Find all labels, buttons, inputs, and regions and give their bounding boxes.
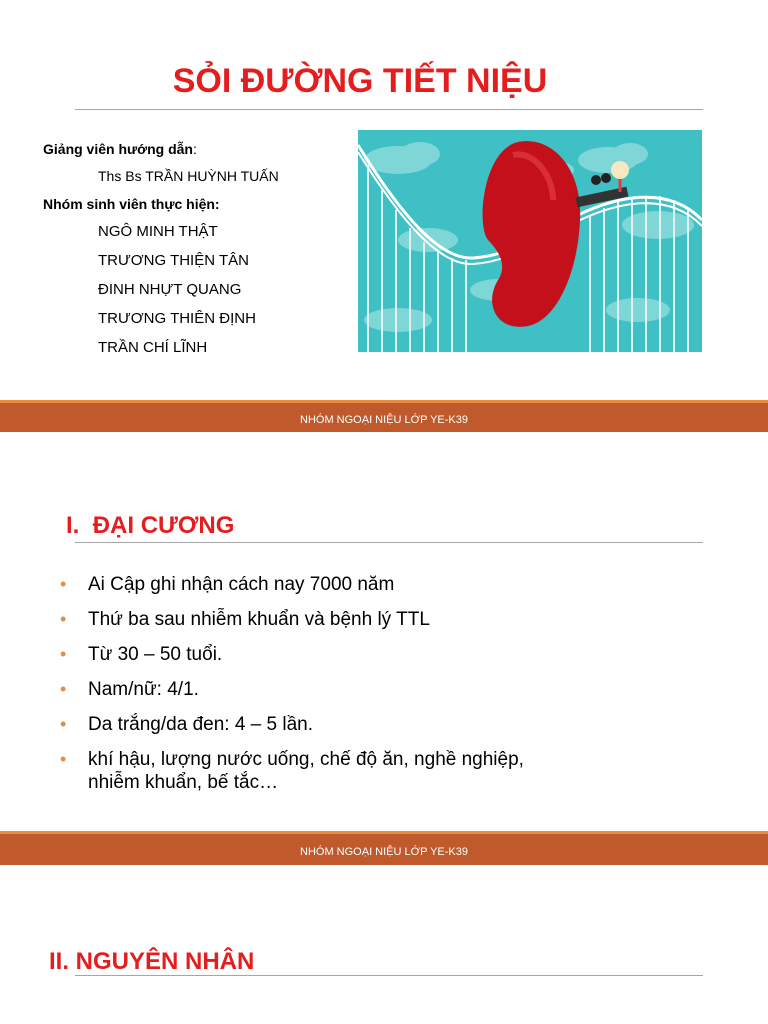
title-divider (75, 109, 703, 110)
instructor-label-text: Giảng viên hướng dẫn (43, 141, 193, 157)
section-number: I. (66, 512, 80, 539)
bullet-text: Ai Cập ghi nhận cách nay 7000 năm (88, 574, 395, 595)
section-heading (66, 512, 234, 540)
bullet-text: Da trắng/da đen: 4 – 5 lần. (88, 714, 313, 735)
instructor-label (43, 141, 197, 157)
bullet-text: Nam/nữ: 4/1. (88, 679, 199, 700)
group-label: Nhóm sinh viên thực hiện: (43, 196, 220, 212)
footer-text: NHÓM NGOẠI NIỆU LỚP YE-K39 (300, 414, 468, 426)
member-name: TRẦN CHÍ LĨNH (98, 339, 208, 356)
bullet-text: khí hậu, lượng nước uống, chế độ ăn, nghề nghiệp, nhiễm khuẩn, bế tắc… (88, 749, 524, 793)
bullet-text: Thứ ba sau nhiễm khuẩn và bệnh lý TTL (88, 609, 430, 630)
member-name: TRƯƠNG THIÊN ĐỊNH (98, 310, 256, 327)
section-divider (75, 542, 703, 543)
bullet-dot-icon: • (60, 644, 67, 664)
bullet-dot-icon: • (60, 574, 67, 594)
bullet-dot-icon: • (60, 679, 67, 699)
bullet-list (60, 573, 620, 806)
slide-title: SỎI ĐƯỜNG TIẾT NIỆU (172, 62, 548, 100)
kidney-rollercoaster-illustration (358, 130, 702, 352)
illustration-svg (358, 130, 702, 352)
instructor-name: Ths Bs TRẦN HUỲNH TUẤN (98, 168, 279, 184)
list-item (60, 713, 620, 736)
list-item (60, 678, 620, 701)
list-item (60, 573, 620, 596)
instructor-label-colon: : (193, 141, 197, 157)
section-divider (75, 975, 703, 976)
bullet-text: Từ 30 – 50 tuổi. (88, 644, 223, 665)
list-item (60, 748, 578, 794)
footer-band (0, 831, 768, 865)
list-item (60, 608, 620, 631)
list-item (60, 643, 620, 666)
bullet-dot-icon: • (60, 609, 67, 629)
bullet-dot-icon: • (60, 714, 67, 734)
member-name: TRƯƠNG THIỆN TÂN (98, 252, 249, 269)
member-name: NGÔ MINH THẬT (98, 223, 218, 240)
member-name: ĐINH NHỰT QUANG (98, 281, 242, 298)
footer-band (0, 400, 768, 432)
section-title: ĐẠI CƯƠNG (92, 512, 235, 539)
bullet-dot-icon: • (60, 749, 67, 769)
footer-text: NHÓM NGOẠI NIỆU LỚP YE-K39 (300, 846, 468, 858)
section-heading: II. NGUYÊN NHÂN (49, 948, 255, 975)
